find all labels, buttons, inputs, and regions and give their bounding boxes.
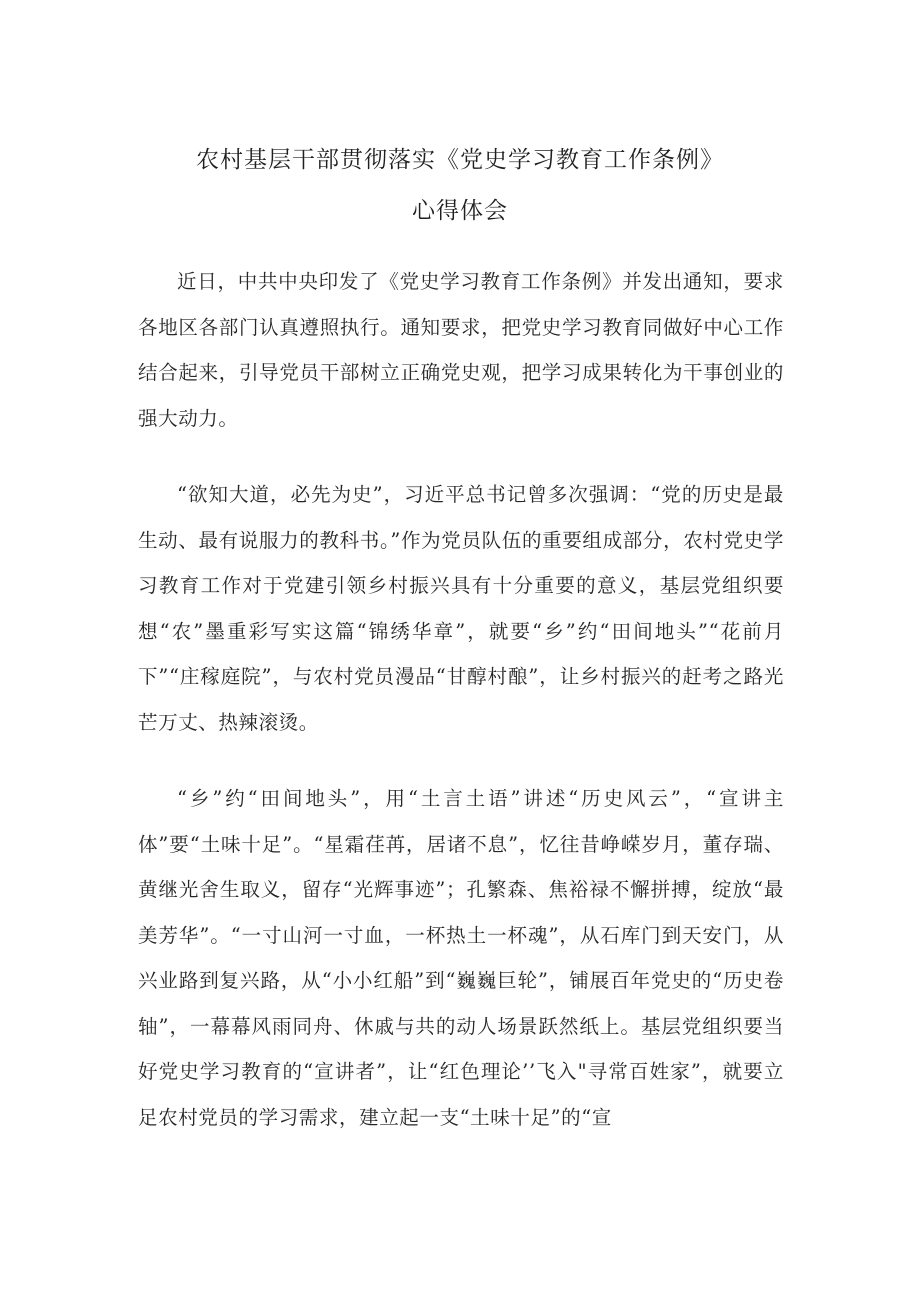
document-title (0, 140, 920, 231)
title-line-2: 心得体会 (412, 198, 508, 224)
paragraph-2: “欲知大道，必先为史”，习近平总书记曾多次强调：“党的历史是最生动、最有说服力的教科书。”作为党员队伍的重要组成部分，农村党史学习教育工作对于党建引领乡村振兴具有十分重要的意义，基层党组织要想“农”墨重彩写实这篇“锦绣华章”，就要“乡”约“田间地头”“花前月下”“庄稼庭院”，与农村党员漫品“甘醇村酿”，让乡村振兴的赶考之路光芒万丈、热辣滚烫。 (138, 483, 784, 734)
title-line-1: 农村基层干部贯彻落实《党史学习教育工作条例》 (196, 147, 724, 173)
document-body (138, 259, 784, 1140)
paragraph-1: 近日，中共中央印发了《党史学习教育工作条例》并发出通知，要求各地区各部门认真遵照执行。通知要求，把党史学习教育同做好中心工作结合起来，引导党员干部树立正确党史观，把学习成果转化为干事创业的强大动力。 (138, 270, 784, 430)
paragraph-3: “乡”约“田间地头”，用“土言土语”讲述“历史风云”，“宣讲主体”要“土味十足”。“星霜荏苒，居诸不息”，忆往昔峥嵘岁月，董存瑞、黄继光舍生取义，留存“光辉事迹”；孔繁森、焦裕禄不懈拼搏，绽放“最美芳华”。“一寸山河一寸血，一杯热土一杯魂”，从石库门到天安门，从兴业路到复兴路，从“小小红船”到“巍巍巨轮”，铺展百年党史的“历史卷轴”，一幕幕风雨同舟、休戚与共的动人场景跃然纸上。基层党组织要当好党史学习教育的“宣讲者”，让“红色理论’’飞入"寻常百姓家”，就要立足农村党员的学习需求，建立起一支“土味十足”的“宣 (138, 787, 784, 1129)
